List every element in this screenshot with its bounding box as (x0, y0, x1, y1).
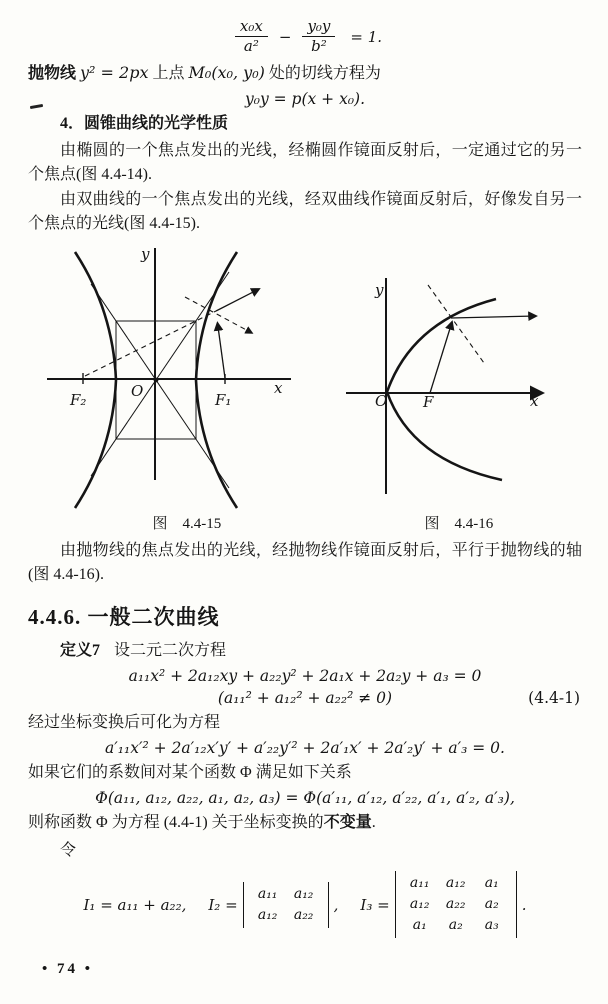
incident-ray-from-f1 (218, 323, 226, 378)
x-axis-label: x (274, 379, 283, 397)
figure-4-4-16-caption: 图 4.4-16 (424, 516, 494, 532)
i3-cell-01: a₁₂ (445, 875, 466, 891)
i2-cell-01: a₁₂ (293, 885, 314, 902)
i3-cell-21: a₂ (448, 917, 463, 933)
invariant-post-text: . (371, 814, 376, 831)
fraction-2 (302, 18, 335, 55)
figure-captions (38, 512, 582, 533)
tangent-line-dashed (428, 285, 484, 363)
equation-rhs: = 1. (350, 27, 383, 46)
parabola-figure-svg (338, 242, 586, 512)
fraction-2-numerator: y₀y (302, 18, 335, 37)
i3-cell-10: a₁₂ (409, 896, 430, 912)
section-heading-4-4-6: 4.4.6. 一般二次曲线 (28, 605, 220, 629)
i2-row-2 (250, 905, 322, 926)
transform-text-line: 经过坐标变换后可化为方程 (28, 714, 221, 731)
page-number: • 74 • (42, 961, 94, 977)
i3-cell-20: a₁ (412, 917, 427, 933)
coefficient-condition: (a₁₁² + a₁₂² + a₂₂² ≠ 0) (217, 689, 393, 707)
parabola-tangent-intro (28, 61, 582, 86)
i3-row-2 (402, 894, 510, 915)
hyperbola-figure-svg (38, 242, 338, 512)
origin-label: O (375, 392, 388, 410)
parabola-upper-branch (387, 299, 496, 392)
parabola-lower-branch (387, 392, 502, 480)
invariants-equation-line (28, 871, 582, 938)
equation-number-tag: (4.4-1) (528, 689, 580, 707)
origin-dot (154, 378, 159, 383)
point-m0: M₀(x₀, y₀) (188, 63, 265, 82)
reflected-ray-parallel-axis (451, 316, 536, 318)
i3-cell-11: a₂₂ (445, 896, 466, 912)
invariant-i3-lhs: I₃ = (360, 895, 390, 914)
definition-7-line (28, 639, 582, 663)
i2-cell-10: a₁₂ (257, 906, 278, 923)
fraction-1-numerator: x₀x (235, 18, 268, 37)
parabola-tangent-equation: y₀y = p(x + x₀). (244, 90, 366, 108)
invariant-bold-term: 不变量 (323, 814, 372, 831)
condition-line (28, 689, 582, 707)
invariant-definition-line (28, 811, 582, 835)
figure-4-4-16-parabola-diagram (338, 242, 586, 512)
i2-determinant (243, 882, 329, 928)
y-axis-label: y (375, 281, 384, 299)
i2-cell-11: a₂₂ (293, 906, 314, 923)
origin-label: O (131, 382, 144, 400)
parabola-equation-inline: y² = 2px (80, 63, 149, 82)
invariant-i2-lhs: I₂ = (208, 895, 238, 914)
relation-text-line: 如果它们的系数间对某个函数 Φ 满足如下关系 (28, 764, 352, 781)
let-line: 令 (60, 842, 77, 859)
focus-f-label: F (423, 393, 434, 411)
i3-period: . (521, 895, 527, 914)
intro-tail-text: 处的切线方程为 (268, 65, 381, 82)
i2-separator: , (333, 895, 339, 914)
parabola-term: 抛物线 (28, 65, 77, 82)
definition-7-label: 定义7 (60, 642, 101, 659)
focus-f2-label: F₂ (70, 391, 87, 409)
minus-operator: − (278, 27, 292, 46)
i3-cell-22: a₃ (484, 917, 499, 933)
figure-4-4-15-caption: 图 4.4-15 (152, 516, 222, 532)
figures-row (38, 242, 582, 512)
optics-heading: 4．圆锥曲线的光学性质 (60, 115, 229, 132)
i3-cell-02: a₁ (484, 875, 499, 891)
i2-row-1 (250, 884, 322, 905)
x-axis-label: x (530, 392, 539, 410)
y-axis-label: y (141, 245, 150, 263)
phi-invariance-equation: Φ(a₁₁, a₁₂, a₂₂, a₁, a₂, a₃) = Φ(a′₁₁, a′₁₂, a′₂₂, a′₁, a′₂, a′₃), (95, 789, 515, 807)
invariant-i1: I₁ = a₁₁ + a₂₂, (83, 895, 187, 914)
figure-4-4-15-hyperbola-diagram (38, 242, 338, 512)
fraction-1 (235, 18, 268, 55)
fraction-2-denominator: b² (311, 37, 327, 55)
fraction-1-denominator: a² (243, 37, 259, 55)
general-quadratic-equation: a₁₁x² + 2a₁₂xy + a₂₂y² + 2a₁x + 2a₂y + a₃ = 0 (128, 667, 482, 685)
hyperbola-tangent-equation (28, 18, 582, 55)
i3-cell-00: a₁₁ (409, 875, 430, 891)
invariant-pre-text: 则称函数 Φ 为方程 (4.4-1) 关于坐标变换的 (28, 814, 324, 831)
ellipse-optics-paragraph: 由椭圆的一个焦点发出的光线，经椭圆作镜面反射后，一定通过它的另一个焦点(图 4.4-14). (28, 142, 582, 183)
focus-f1-label: F₁ (215, 391, 232, 409)
parabola-optics-paragraph: 由抛物线的焦点发出的光线，经抛物线作镜面反射后，平行于抛物线的轴(图 4.4-16). (28, 542, 582, 583)
i2-cell-00: a₁₁ (257, 885, 278, 902)
i3-row-1 (402, 873, 510, 894)
transformed-equation: a′₁₁x′² + 2a′₁₂x′y′ + a′₂₂y′² + 2a′₁x′ + 2a′₂y′ + a′₃ = 0. (105, 739, 505, 757)
reflected-ray-arrow (216, 289, 259, 311)
definition-7-text: 设二元二次方程 (114, 642, 227, 659)
hyperbola-optics-paragraph: 由双曲线的一个焦点发出的光线，经双曲线作镜面反射后，好像发自另一个焦点的光线(图 4.4-15). (28, 191, 582, 232)
i3-determinant (395, 871, 517, 938)
i3-cell-12: a₂ (484, 896, 499, 912)
intro-mid-text: 上点 (152, 65, 185, 82)
incident-ray-from-f (430, 322, 452, 393)
i3-row-3 (402, 915, 510, 936)
